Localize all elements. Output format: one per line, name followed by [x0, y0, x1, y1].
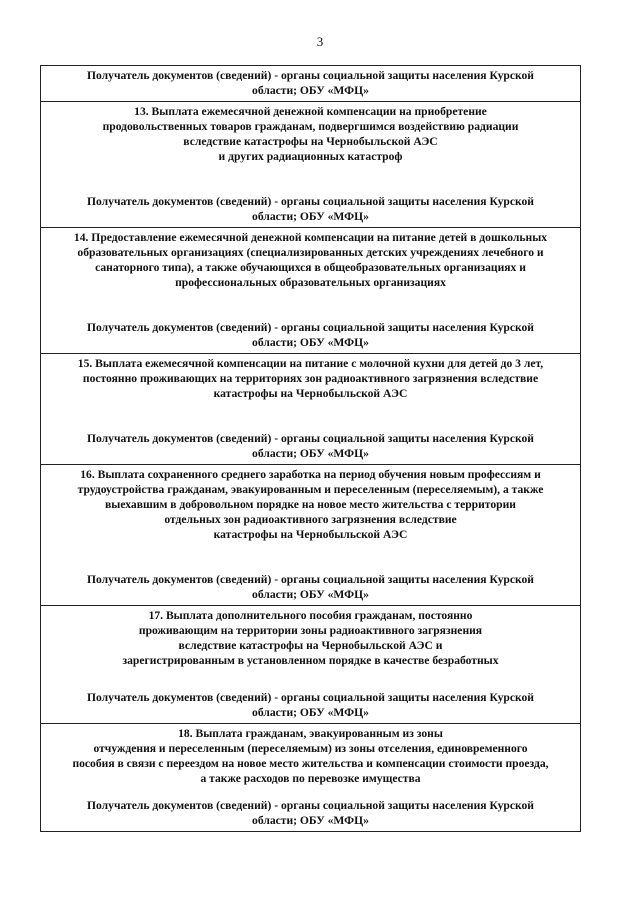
- table-row: [41, 102, 581, 228]
- table-row: [41, 354, 581, 465]
- recipient-line: области; ОБУ «МФЦ»: [252, 447, 369, 460]
- item-title-line: а также расходов по перевозке имущества: [200, 772, 421, 785]
- item-title-line: 13. Выплата ежемесячной денежной компенсации на приобретение: [134, 105, 487, 118]
- item-title-line: 14. Предоставление ежемесячной денежной компенсации на питание детей в дошкольных: [73, 231, 548, 244]
- item-title-line: трудоустройства гражданам, эвакуированным и переселенным (переселяемым), а также: [77, 483, 544, 496]
- table-row: [41, 66, 581, 102]
- table-row: [41, 228, 581, 354]
- item-title-line: образовательных организациях (специализированных детских учреждениях лечебного и: [77, 246, 544, 259]
- table-cell: [41, 66, 581, 102]
- item-title-line: санаторного типа), а также обучающихся в общеобразовательных организациях и: [95, 261, 526, 274]
- item-title-line: проживающим на территории зоны радиоактивного загрязнения: [138, 624, 483, 637]
- table-cell: [41, 102, 581, 228]
- item-title-line: отдельных зон радиоактивного загрязнения вследствие: [164, 513, 457, 526]
- recipient-line: Получатель документов (сведений) - органы социальной защиты населения Курской: [87, 432, 534, 445]
- item-title-line: продовольственных товаров гражданам, подвергшимся воздействию радиации: [102, 120, 519, 133]
- recipient-line: Получатель документов (сведений) - органы социальной защиты населения Курской: [87, 799, 534, 812]
- item-title-line: катастрофы на Чернобыльской АЭС: [213, 387, 408, 400]
- recipient-line: области; ОБУ «МФЦ»: [252, 84, 369, 97]
- recipient-line: Получатель документов (сведений) - органы социальной защиты населения Курской: [87, 69, 534, 82]
- table-cell: [41, 465, 581, 606]
- item-title-line: профессиональных образовательных организациях: [175, 276, 446, 289]
- item-title-line: постоянно проживающих на территориях зон радиоактивного загрязнения вследствие: [82, 372, 539, 385]
- page-number: 3: [316, 34, 324, 49]
- table-cell: [41, 724, 581, 832]
- recipient-line: области; ОБУ «МФЦ»: [252, 210, 369, 223]
- recipient-line: области; ОБУ «МФЦ»: [252, 706, 369, 719]
- recipient-line: области; ОБУ «МФЦ»: [252, 588, 369, 601]
- item-title-line: вследствие катастрофы на Чернобыльской АЭС и: [178, 639, 443, 652]
- table-row: [41, 606, 581, 724]
- item-title-line: 18. Выплата гражданам, эвакуированным из зоны: [178, 727, 443, 740]
- table-cell: [41, 354, 581, 465]
- services-table: [40, 65, 581, 832]
- item-title-line: 15. Выплата ежемесячной компенсации на питание с молочной кухни для детей до 3 лет,: [77, 357, 544, 370]
- table-cell: [41, 606, 581, 724]
- recipient-line: Получатель документов (сведений) - органы социальной защиты населения Курской: [87, 195, 534, 208]
- item-title-line: выехавшим в добровольном порядке на новое место жительства с территории: [105, 498, 516, 511]
- recipient-line: Получатель документов (сведений) - органы социальной защиты населения Курской: [87, 691, 534, 704]
- item-title-line: отчуждения и переселенным (переселяемым) из зоны отселения, единовременного: [93, 742, 528, 755]
- recipient-line: области; ОБУ «МФЦ»: [252, 814, 369, 827]
- recipient-line: Получатель документов (сведений) - органы социальной защиты населения Курской: [87, 321, 534, 334]
- item-title-line: катастрофы на Чернобыльской АЭС: [213, 528, 408, 541]
- recipient-line: области; ОБУ «МФЦ»: [252, 336, 369, 349]
- item-title-line: пособия в связи с переездом на новое место жительства и компенсации стоимости проезда,: [72, 757, 549, 770]
- item-title-line: зарегистрированным в установленном порядке в качестве безработных: [122, 654, 499, 667]
- item-title-line: вследствие катастрофы на Чернобыльской АЭС: [183, 135, 438, 148]
- table-row: [41, 465, 581, 606]
- table-cell: [41, 228, 581, 354]
- table-row: [41, 724, 581, 832]
- item-title-line: 16. Выплата сохраненного среднего заработка на период обучения новым профессиям и: [80, 468, 541, 481]
- item-title-line: 17. Выплата дополнительного пособия гражданам, постоянно: [148, 609, 473, 622]
- item-title-line: и других радиационных катастроф: [218, 150, 403, 163]
- recipient-line: Получатель документов (сведений) - органы социальной защиты населения Курской: [87, 573, 534, 586]
